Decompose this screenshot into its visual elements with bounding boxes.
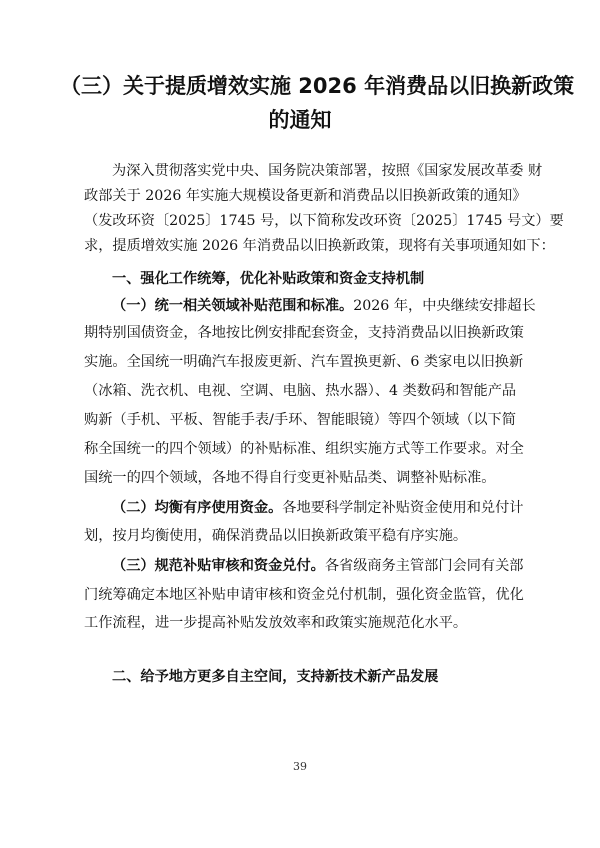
page-number: 39 xyxy=(293,760,307,773)
item-2-line: 划，按月均衡使用，确保消费品以旧换新政策平稳有序实施。 xyxy=(84,528,468,544)
item-3-line: 门统筹确定本地区补贴申请审核和资金兑付机制，强化资金监管，优化 xyxy=(84,587,524,603)
intro-line: 政部关于 2026 年实施大规模设备更新和消费品以旧换新政策的通知》 xyxy=(84,188,527,204)
section-1-heading: 一、强化工作统筹，优化补贴政策和资金支持机制 xyxy=(112,271,425,287)
document-title-line-2: 的通知 xyxy=(268,108,332,132)
item-1-line: 称全国统一的四个领域）的补贴标准、组织实施方式等工作要求。对全 xyxy=(84,441,524,457)
item-1-lead: （一）统一相关领域补贴范围和标准。 xyxy=(112,298,354,314)
intro-line: 求，提质增效实施 2026 年消费品以旧换新政策，现将有关事项通知如下： xyxy=(84,238,555,254)
document-title-line-1: （三）关于提质增效实施 2026 年消费品以旧换新政策 xyxy=(60,74,575,98)
item-2-lead: （二）均衡有序使用资金。 xyxy=(112,500,283,516)
item-3-line: 工作流程，进一步提高补贴发放效率和政策实施规范化水平。 xyxy=(84,615,468,631)
item-1-first-rest: 2026 年，中央继续安排超长 xyxy=(353,298,536,314)
item-1-line: （冰箱、洗衣机、电视、空调、电脑、热水器）、4 类数码和智能产品 xyxy=(84,383,517,399)
item-3-first-rest: 各省级商务主管部门会同有关部 xyxy=(324,558,524,574)
item-1-line: 实施。全国统一明确汽车报废更新、汽车置换更新、6 类家电以旧换新 xyxy=(84,354,524,370)
intro-line: 为深入贯彻落实党中央、国务院决策部署，按照《国家发展改革委 财 xyxy=(112,163,543,179)
item-1-line: 期特别国债资金，各地按比例安排配套资金，支持消费品以旧换新政策 xyxy=(84,325,524,341)
item-3-first-line xyxy=(112,556,524,576)
item-2-first-line xyxy=(112,498,524,518)
item-1-first-line xyxy=(112,296,536,316)
item-1-line: 国统一的四个领域，各地不得自行变更补贴品类、调整补贴标准。 xyxy=(84,470,496,486)
item-1-line: 购新（手机、平板、智能手表/手环、智能眼镜）等四个领域（以下简 xyxy=(84,412,516,428)
item-2-first-rest: 各地要科学制定补贴资金使用和兑付计 xyxy=(282,500,524,516)
section-2-heading: 二、给予地方更多自主空间，支持新技术新产品发展 xyxy=(112,669,439,685)
item-3-lead: （三）规范补贴审核和资金兑付。 xyxy=(112,558,325,574)
intro-line: （发改环资〔2025〕1745 号，以下简称发改环资〔2025〕1745 号文）要 xyxy=(84,213,564,229)
